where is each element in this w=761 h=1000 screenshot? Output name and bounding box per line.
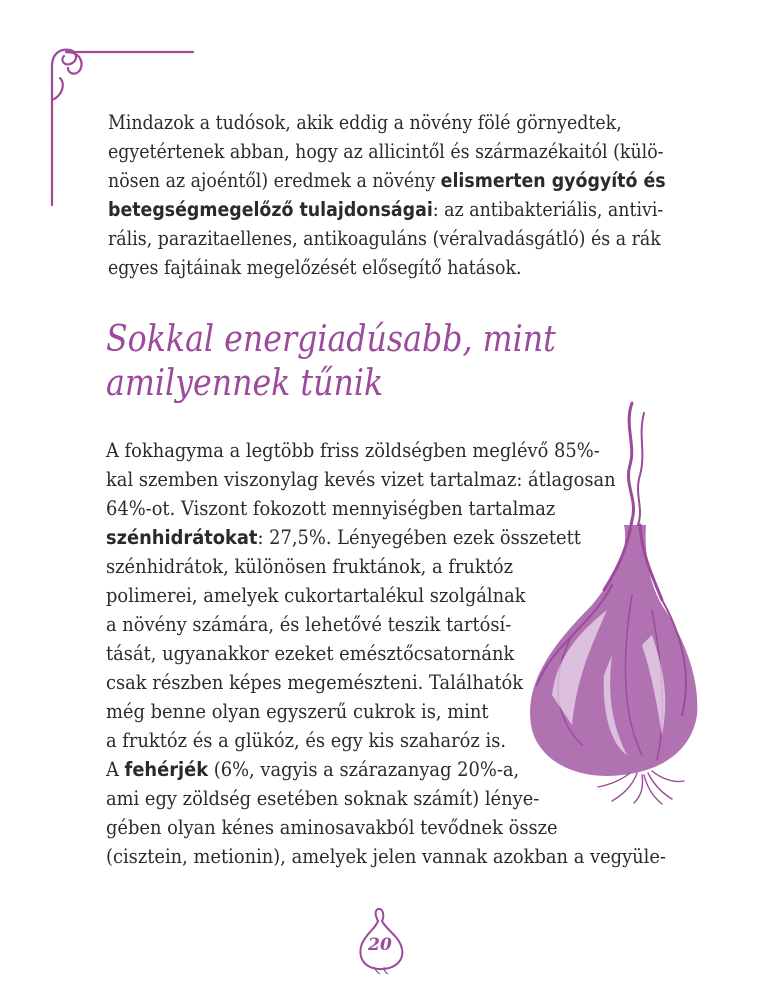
text-line: ami egy zöldség esetében soknak számít) lénye- — [106, 787, 540, 810]
text-line: A fokhagyma a legtöbb friss zöldségben meglévő 85%- — [106, 439, 600, 462]
body-paragraph — [106, 436, 666, 871]
heading-line: amilyennek tűnik — [106, 363, 384, 404]
text-line: Mindazok a tudósok, akik eddig a növény fölé görnyedtek, — [108, 111, 622, 134]
bold-phrase: betegségmegelőző tulajdonságai — [108, 198, 433, 221]
text-line: (cisztein, metionin), amelyek jelen vannak azokban a vegyüle- — [106, 845, 666, 868]
text-line: 64%-ot. Viszont fokozott mennyiségben tartalmaz — [106, 497, 556, 520]
text-line: gében olyan kénes aminosavakból tevődnek össze — [106, 816, 558, 839]
page-number: 20 — [368, 935, 392, 955]
text-line: tását, ugyanakkor ezeket emésztőcsatornánk — [106, 642, 515, 665]
text-line: szénhidrátok, különösen fruktánok, a fruktóz — [106, 555, 514, 578]
bold-phrase: elismerten gyógyító és — [440, 169, 666, 192]
text-run: : az antibakteriális, antivi- — [432, 198, 664, 221]
text-line — [108, 195, 666, 224]
text-line — [106, 755, 666, 784]
heading-line: Sokkal energiadúsabb, mint — [106, 319, 556, 360]
bold-phrase: fehérjék — [124, 758, 209, 781]
text-line — [108, 166, 666, 195]
text-line: kal szemben viszonylag kevés vizet tartalmaz: átlagosan — [106, 468, 616, 491]
text-line: egyes fajtáinak megelőzését elősegítő hatások. — [108, 256, 522, 279]
text-line: rális, parazitaellenes, antikoaguláns (véralvadásgátló) és a rák — [108, 227, 661, 250]
page-number-badge — [340, 905, 420, 975]
intro-paragraph — [108, 108, 666, 282]
text-line — [106, 523, 666, 552]
bold-phrase: szénhidrátokat — [106, 526, 258, 549]
text-run: nösen az ajoéntől) eredmek a növény — [108, 169, 441, 192]
text-line: csak részben képes megemészteni. Találhatók — [106, 671, 524, 694]
text-run: A — [106, 758, 125, 781]
text-run: : 27,5%. Lényegében ezek összetett — [257, 526, 581, 549]
text-line: polimerei, amelyek cukortartalékul szolgálnak — [106, 584, 526, 607]
text-line: a fruktóz és a glükóz, és egy kis szaharóz is. — [106, 729, 507, 752]
text-line: még benne olyan egyszerű cukrok is, mint — [106, 700, 489, 723]
section-heading — [106, 318, 556, 406]
text-line: egyetértenek abban, hogy az allicintől és származékaitól (külö- — [108, 140, 664, 163]
text-run: (6%, vagyis a szárazanyag 20%-a, — [208, 758, 520, 781]
text-line: a növény számára, és lehetővé teszik tartósí- — [106, 613, 512, 636]
